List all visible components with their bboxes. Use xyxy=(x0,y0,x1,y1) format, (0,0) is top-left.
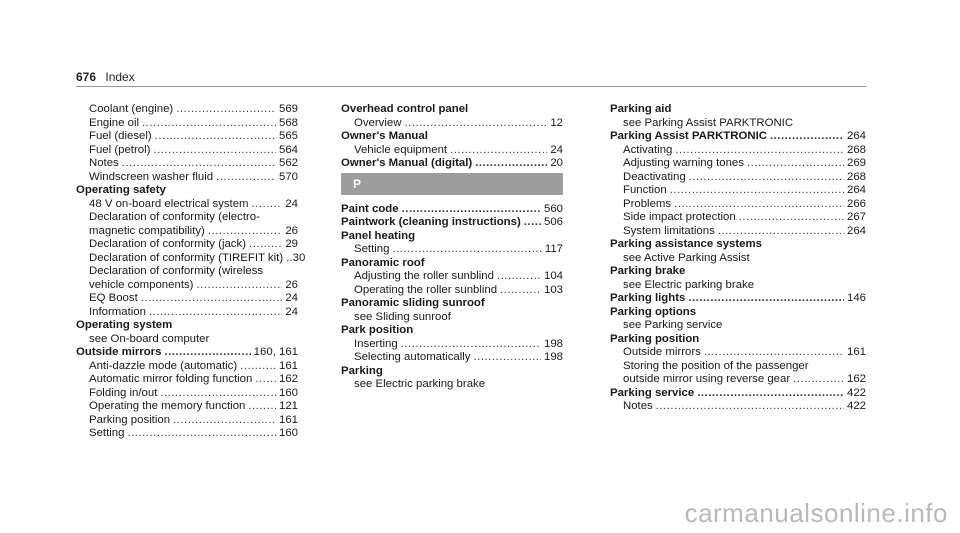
letter-heading: P xyxy=(341,173,563,195)
index-subentry[interactable] xyxy=(76,400,298,414)
entry-label: Fuel (petrol) xyxy=(89,143,151,156)
index-heading[interactable] xyxy=(341,157,563,171)
index-heading xyxy=(341,230,563,244)
page-reference[interactable]: 161 xyxy=(846,346,866,358)
page-reference[interactable]: 268 xyxy=(846,170,866,183)
entry-label: Owner's Manual (digital) xyxy=(341,157,473,169)
index-subentry xyxy=(610,252,866,266)
index-subentry[interactable] xyxy=(76,387,298,401)
index-subentry[interactable] xyxy=(610,211,866,225)
dot-leader xyxy=(142,117,276,131)
index-subentry[interactable] xyxy=(341,351,563,365)
dot-leader xyxy=(122,157,276,171)
page-reference[interactable]: 422 xyxy=(846,386,866,399)
index-heading xyxy=(341,257,563,271)
dot-leader xyxy=(255,373,276,387)
dot-leader xyxy=(793,373,844,387)
entry-label: Outside mirrors xyxy=(76,346,162,358)
index-subentry[interactable] xyxy=(341,243,563,257)
entry-label: Anti-dazzle mode (automatic) xyxy=(89,359,238,372)
dot-leader xyxy=(404,117,547,131)
index-subentry xyxy=(76,265,298,279)
entry-label: Declaration of conformity (wireless xyxy=(89,265,264,277)
page-reference[interactable]: 269 xyxy=(846,157,866,169)
entry-label: Storing the position of the passenger xyxy=(623,359,809,372)
index-subentry xyxy=(610,360,866,374)
page-reference[interactable]: 565 xyxy=(278,130,298,142)
entry-label: Operating the memory function xyxy=(89,400,246,412)
index-heading[interactable] xyxy=(341,216,563,230)
dot-leader xyxy=(392,243,541,257)
entry-label: Engine oil xyxy=(89,116,140,129)
page-reference[interactable]: 569 xyxy=(278,103,298,115)
dot-leader xyxy=(656,400,844,414)
dot-leader xyxy=(208,225,282,239)
entry-label: magnetic compatibility) xyxy=(89,224,205,237)
entry-label: Coolant (engine) xyxy=(89,103,174,115)
page-reference[interactable]: 264 xyxy=(846,130,866,142)
index-heading xyxy=(610,265,866,279)
index-subentry xyxy=(76,333,298,347)
entry-label: Notes xyxy=(89,157,119,169)
page-reference[interactable]: 564 xyxy=(278,143,298,156)
index-subentry[interactable] xyxy=(76,157,298,171)
dot-leader xyxy=(688,292,844,306)
dot-leader xyxy=(141,292,283,306)
entry-label: Operating system xyxy=(76,319,173,331)
page-reference[interactable]: 264 xyxy=(846,224,866,237)
dot-leader xyxy=(675,144,844,158)
dot-leader xyxy=(697,387,844,401)
dot-leader xyxy=(739,211,844,225)
entry-label: Problems xyxy=(623,197,672,210)
dot-leader xyxy=(670,184,844,198)
entry-label: Declaration of conformity (electro- xyxy=(89,211,260,223)
index-subentry[interactable] xyxy=(610,346,866,360)
page-reference[interactable]: 121 xyxy=(278,400,298,412)
entry-label: Notes xyxy=(623,400,653,412)
dot-leader xyxy=(248,400,276,414)
entry-label: Fuel (diesel) xyxy=(89,130,152,142)
page-reference[interactable]: 570 xyxy=(278,170,298,183)
dot-leader xyxy=(153,144,276,158)
index-heading xyxy=(341,130,563,144)
entry-label: see Electric parking brake xyxy=(623,278,755,291)
index-subentry[interactable] xyxy=(76,225,298,239)
index-subentry[interactable] xyxy=(341,117,563,131)
header-rule xyxy=(76,86,866,87)
index-subentry[interactable] xyxy=(76,238,298,252)
entry-label: vehicle components) xyxy=(89,278,194,291)
dot-leader xyxy=(155,130,276,144)
page-reference[interactable]: 117 xyxy=(544,243,563,255)
index-heading[interactable] xyxy=(76,346,298,360)
dot-leader xyxy=(500,284,541,298)
entry-label: Panel heating xyxy=(341,229,416,242)
page-reference[interactable]: 103 xyxy=(543,283,563,296)
index-subentry[interactable] xyxy=(610,157,866,171)
index-subentry[interactable] xyxy=(610,400,866,414)
dot-leader xyxy=(240,360,276,374)
index-subentry[interactable] xyxy=(610,373,866,387)
index-subentry[interactable] xyxy=(76,103,298,117)
index-subentry[interactable] xyxy=(76,292,298,306)
page-reference[interactable]: 422 xyxy=(846,400,866,412)
index-heading[interactable] xyxy=(610,130,866,144)
entry-label: Parking brake xyxy=(610,265,686,277)
page-reference[interactable]: 161 xyxy=(278,413,298,426)
page-reference[interactable]: 24 xyxy=(285,197,298,210)
dot-leader xyxy=(164,346,250,360)
entry-label: Adjusting warning tones xyxy=(623,157,744,169)
index-heading xyxy=(341,297,563,311)
page-reference[interactable]: 26 xyxy=(285,224,298,237)
page-reference[interactable]: 146 xyxy=(846,292,866,304)
dot-leader xyxy=(127,427,276,441)
page-reference[interactable]: 162 xyxy=(278,373,298,385)
index-heading xyxy=(610,333,866,347)
entry-label: see Sliding sunroof xyxy=(354,310,451,323)
page-reference[interactable]: 560 xyxy=(543,202,563,215)
entry-label: Setting xyxy=(354,243,390,255)
page-header xyxy=(76,70,135,84)
entry-label: Automatic mirror folding function xyxy=(89,373,253,385)
index-subentry[interactable] xyxy=(76,171,298,185)
dot-leader xyxy=(149,306,282,320)
entry-label: see Active Parking Assist xyxy=(623,251,750,264)
dot-leader xyxy=(674,198,844,212)
page-reference[interactable]: 562 xyxy=(278,157,298,169)
dot-leader xyxy=(252,198,283,212)
entry-label: Paintwork (cleaning instructions) xyxy=(341,216,521,228)
dot-leader xyxy=(249,238,282,252)
entry-label: Panoramic sliding sunroof xyxy=(341,297,485,309)
index-subentry[interactable] xyxy=(610,198,866,212)
dot-leader xyxy=(401,338,541,352)
index-subentry[interactable] xyxy=(610,225,866,239)
index-column-2 xyxy=(341,103,563,392)
index-column-3 xyxy=(610,103,866,414)
dot-leader xyxy=(173,414,276,428)
page-reference[interactable]: 29 xyxy=(285,238,298,250)
dot-leader xyxy=(474,351,541,365)
index-subentry[interactable] xyxy=(76,251,306,266)
entry-label: Side impact protection xyxy=(623,211,736,223)
index-subentry[interactable] xyxy=(76,117,298,131)
page-reference[interactable]: 24 xyxy=(285,292,298,304)
index-subentry[interactable] xyxy=(341,144,563,158)
page-reference[interactable]: 506 xyxy=(543,216,563,228)
entry-label: Park position xyxy=(341,324,414,336)
dot-leader xyxy=(497,270,541,284)
index-subentry[interactable] xyxy=(76,360,298,374)
index-subentry[interactable] xyxy=(76,130,298,144)
entry-label: Operating the roller sunblind xyxy=(354,283,498,296)
entry-label: Parking position xyxy=(610,332,700,345)
page-reference[interactable]: 198 xyxy=(543,351,563,363)
entry-label: see Parking service xyxy=(623,319,723,331)
entry-label: Function xyxy=(623,184,667,196)
page-reference[interactable]: 268 xyxy=(846,143,866,156)
index-subentry xyxy=(341,311,563,325)
index-heading[interactable] xyxy=(341,203,563,217)
dot-leader xyxy=(196,279,282,293)
index-subentry xyxy=(610,117,866,131)
index-subentry[interactable] xyxy=(76,144,298,158)
dot-leader xyxy=(475,157,547,171)
watermark: carmanualsonline.info xyxy=(684,498,948,528)
entry-label: Setting xyxy=(89,427,125,439)
index-subentry[interactable] xyxy=(76,198,298,212)
index-column-1 xyxy=(76,103,306,441)
page-number: 676 xyxy=(76,70,97,84)
page-reference[interactable]: 20 xyxy=(550,157,563,169)
index-subentry xyxy=(76,211,298,225)
dot-leader xyxy=(718,225,844,239)
page-reference[interactable]: 104 xyxy=(543,270,563,282)
entry-label: Parking options xyxy=(610,305,697,318)
page-reference[interactable]: 160, 161 xyxy=(253,346,298,358)
dot-leader xyxy=(524,216,541,230)
entry-label: Overview xyxy=(354,116,402,129)
page-reference[interactable]: 198 xyxy=(543,337,563,350)
entry-label: Owner's Manual xyxy=(341,130,428,142)
entry-label: Selecting automatically xyxy=(354,351,471,363)
dot-leader xyxy=(216,171,276,185)
entry-label: 48 V on-board electrical system xyxy=(89,197,249,210)
index-subentry[interactable] xyxy=(341,270,563,284)
entry-label: Outside mirrors xyxy=(623,346,701,358)
page-reference[interactable]: 568 xyxy=(278,116,298,129)
index-subentry[interactable] xyxy=(76,373,298,387)
page-reference[interactable]: 24 xyxy=(550,143,563,156)
entry-label: Parking service xyxy=(610,386,695,399)
index-heading[interactable] xyxy=(610,292,866,306)
index-subentry[interactable] xyxy=(76,427,298,441)
entry-label: Information xyxy=(89,305,146,318)
entry-label: Panoramic roof xyxy=(341,256,425,269)
entry-label: Declaration of conformity (jack) xyxy=(89,238,246,250)
index-subentry[interactable] xyxy=(341,338,563,352)
index-heading xyxy=(341,365,563,379)
entry-label: Parking position xyxy=(89,413,171,426)
entry-label: Paint code xyxy=(341,202,399,215)
page-reference[interactable]: 162 xyxy=(846,373,866,385)
index-subentry xyxy=(610,279,866,293)
index-subentry[interactable] xyxy=(341,284,563,298)
entry-label: EQ Boost xyxy=(89,292,138,304)
dot-leader xyxy=(450,144,547,158)
dot-leader xyxy=(176,103,276,117)
entry-label: Declaration of conformity (TIREFIT kit) .. xyxy=(89,251,293,264)
entry-label: Parking assistance systems xyxy=(610,238,762,250)
index-subentry[interactable] xyxy=(76,306,298,320)
entry-label: Parking aid xyxy=(610,103,672,115)
index-subentry[interactable] xyxy=(610,184,866,198)
entry-label: see Parking Assist PARKTRONIC xyxy=(623,116,794,129)
entry-label: Vehicle equipment xyxy=(354,143,448,156)
dot-leader xyxy=(689,171,844,185)
index-heading[interactable] xyxy=(610,387,866,401)
index-heading xyxy=(610,103,866,117)
index-heading xyxy=(341,103,563,117)
index-heading xyxy=(610,306,866,320)
index-subentry[interactable] xyxy=(610,144,866,158)
dot-leader xyxy=(704,346,844,360)
page-reference[interactable]: 24 xyxy=(285,305,298,318)
dot-leader xyxy=(402,203,541,217)
entry-label: outside mirror using reverse gear xyxy=(623,373,791,385)
page-reference[interactable]: 160 xyxy=(278,386,298,399)
entry-label: see On-board computer xyxy=(89,332,210,345)
index-subentry xyxy=(341,378,563,392)
entry-label: Deactivating xyxy=(623,170,686,183)
dot-leader xyxy=(770,130,844,144)
entry-label: Overhead control panel xyxy=(341,103,469,115)
entry-label: Operating safety xyxy=(76,184,166,196)
entry-label: Inserting xyxy=(354,337,398,350)
page-reference[interactable]: 264 xyxy=(846,184,866,196)
index-heading xyxy=(610,238,866,252)
page-reference[interactable]: 26 xyxy=(285,278,298,291)
index-heading xyxy=(341,324,563,338)
index-subentry[interactable] xyxy=(610,171,866,185)
page-reference[interactable]: 12 xyxy=(550,116,563,129)
index-heading xyxy=(76,184,298,198)
entry-label: Parking xyxy=(341,364,383,377)
dot-leader xyxy=(747,157,844,171)
entry-label: System limitations xyxy=(623,224,715,237)
entry-label: Parking lights xyxy=(610,292,686,304)
entry-label: see Electric parking brake xyxy=(354,378,486,390)
entry-label: Adjusting the roller sunblind xyxy=(354,270,494,282)
page-reference[interactable]: 30 xyxy=(292,251,306,264)
entry-label: Folding in/out xyxy=(89,386,158,399)
entry-label: Activating xyxy=(623,143,673,156)
page-reference[interactable]: 266 xyxy=(846,197,866,210)
page-reference[interactable]: 267 xyxy=(846,211,866,223)
index-heading xyxy=(76,319,298,333)
index-subentry xyxy=(610,319,866,333)
page-reference[interactable]: 160 xyxy=(278,427,298,439)
index-subentry[interactable] xyxy=(76,279,298,293)
entry-label: Parking Assist PARKTRONIC xyxy=(610,130,767,142)
entry-label: Windscreen washer fluid xyxy=(89,170,214,183)
dot-leader xyxy=(160,387,276,401)
section-title: Index xyxy=(105,70,135,84)
index-subentry[interactable] xyxy=(76,414,298,428)
page-reference[interactable]: 161 xyxy=(278,359,298,372)
